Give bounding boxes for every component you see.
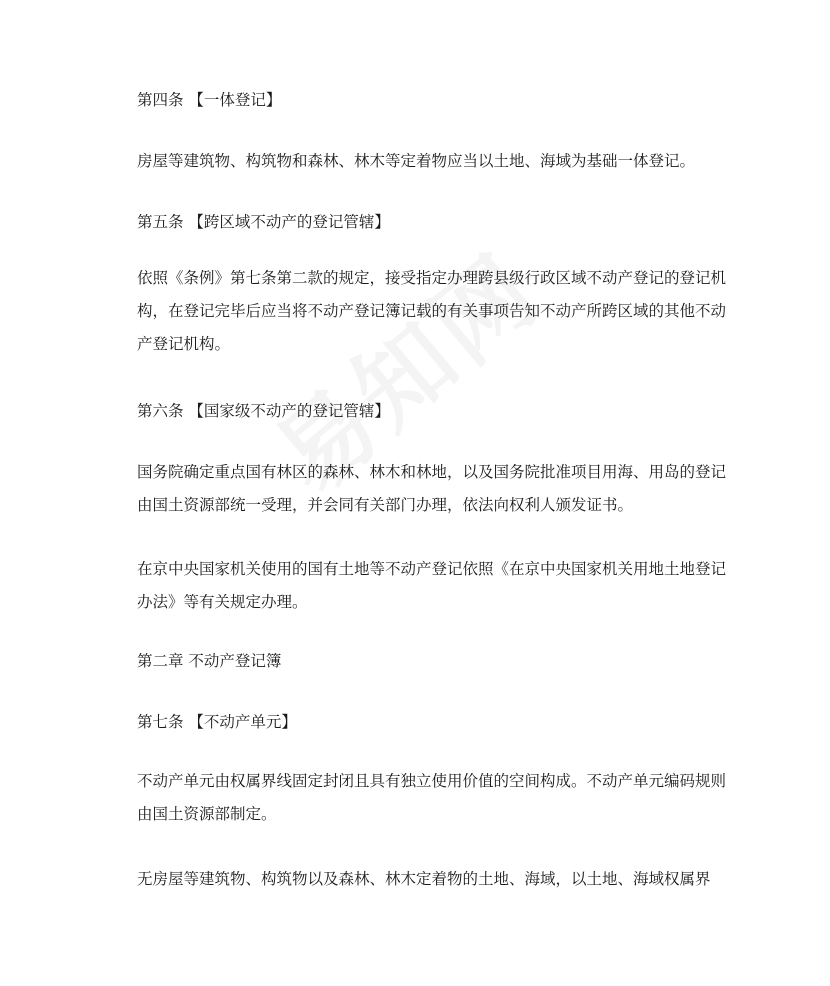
chapter-2-heading: 第二章 不动产登记簿 — [137, 652, 282, 670]
article-7-paragraph-1: 不动产单元由权属界线固定封闭且具有独立使用价值的空间构成。不动产单元编码规则由国土资源部制定。 — [137, 772, 727, 823]
article-5-paragraph: 依照《条例》第七条第二款的规定，接受指定办理跨县级行政区域不动产登记的登记机构，在登记完毕后应当将不动产登记簿记载的有关事项告知不动产所跨区域的其他不动产登记机构。 — [137, 269, 727, 353]
article-7-paragraph-2: 无房屋等建筑物、构筑物以及森林、林木定着物的土地、海域，以土地、海域权属界 — [137, 870, 711, 888]
article-7-heading: 第七条 【不动产单元】 — [137, 713, 297, 731]
article-6-paragraph-1: 国务院确定重点国有林区的森林、林木和林地，以及国务院批准项目用海、用岛的登记由国土资源部统一受理，并会同有关部门办理，依法向权利人颁发证书。 — [137, 463, 727, 514]
article-6-heading: 第六条 【国家级不动产的登记管辖】 — [137, 402, 390, 420]
article-5-heading: 第五条 【跨区域不动产的登记管辖】 — [137, 213, 390, 231]
article-4-paragraph: 房屋等建筑物、构筑物和森林、林木等定着物应当以土地、海域为基础一体登记。 — [137, 152, 696, 170]
article-4-heading: 第四条 【一体登记】 — [137, 91, 282, 109]
article-6-paragraph-2: 在京中央国家机关使用的国有土地等不动产登记依照《在京中央国家机关用地土地登记办法》等有关规定办理。 — [137, 560, 727, 611]
